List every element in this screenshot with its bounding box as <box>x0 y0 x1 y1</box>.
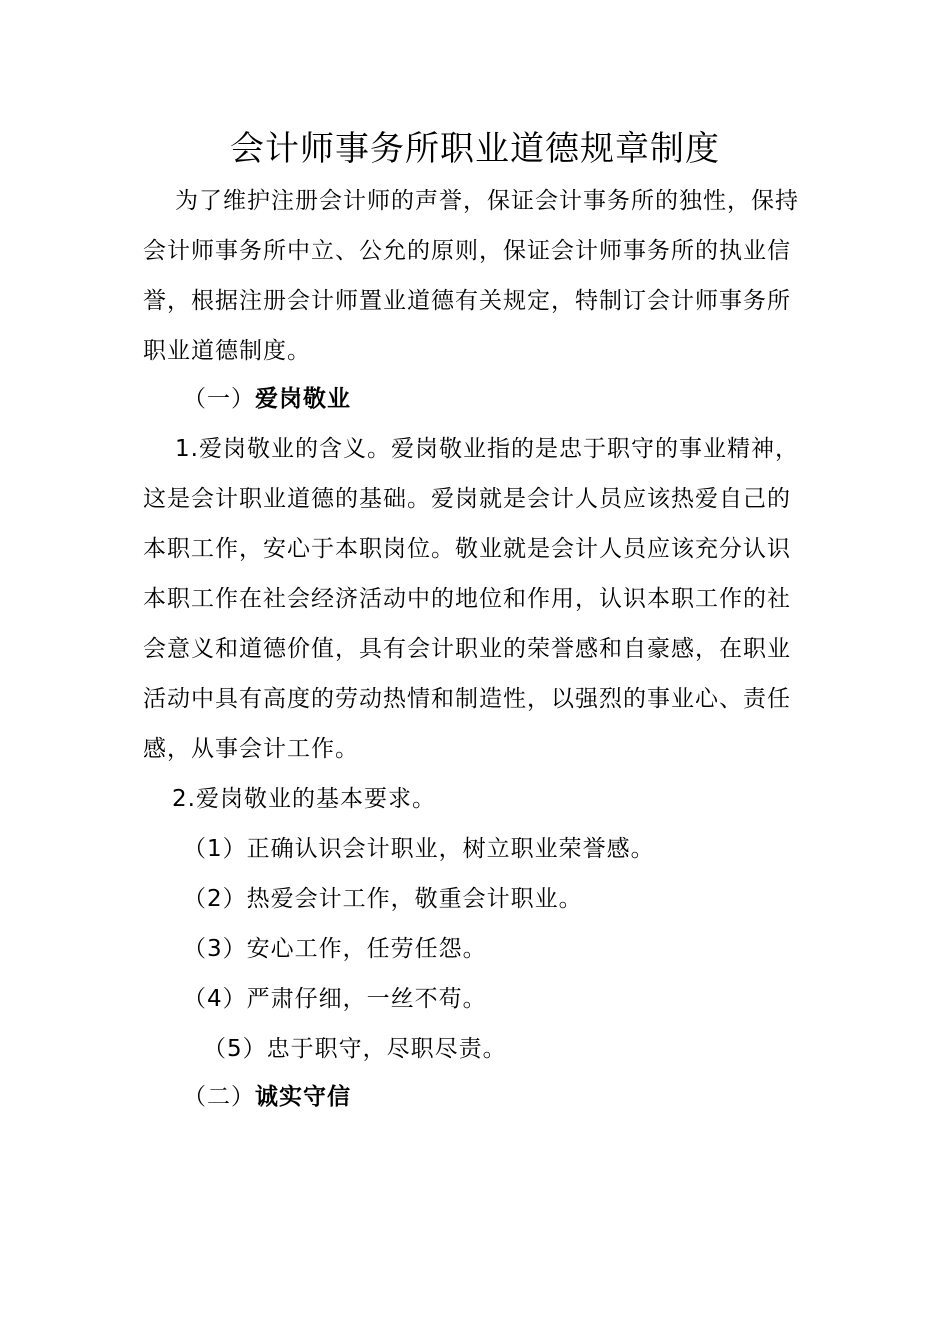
item-1-text: 1.爱岗敬业的含义。爱岗敬业指的是忠于职守的事业精神，这是会计职业道德的基础。爱岗就是会计人员应该热爱自己的本职工作，安心于本职岗位。敬业就是会计人员应该充分认识本职工作在社会经济活动中的地位和作用，认识本职工作的社会意义和道德价值，具有会计职业的荣誉感和自豪感，在职业活动中具有高度的劳动热情和制造性，以强烈的事业心、责任感，从事会计工作。 <box>143 436 799 762</box>
requirement-4: （4）严肃仔细，一丝不苟。 <box>183 986 487 1012</box>
requirement-1: （1）正确认识会计职业，树立职业荣誉感。 <box>183 836 655 862</box>
intro-text: 为了维护注册会计师的声誉，保证会计事务所的独性，保持会计师事务所中立、公允的原则，保证会计师事务所的执业信誉，根据注册会计师置业道德有关规定，特制订会计师事务所职业道德制度。 <box>143 188 799 364</box>
section-heading-2-number: （二） <box>183 1084 255 1110</box>
document-title: 会计师事务所职业道德规章制度 <box>230 129 720 169</box>
section-heading-1 <box>183 374 351 424</box>
requirement-3: （3）安心工作，任劳任怨。 <box>183 936 487 962</box>
item-1-paragraph <box>143 424 803 774</box>
section-heading-1-number: （一） <box>183 386 255 412</box>
requirement-5: （5）忠于职守，尽职尽责。 <box>203 1036 507 1062</box>
item-2-heading: 2.爱岗敬业的基本要求。 <box>172 786 436 812</box>
requirement-2: （2）热爱会计工作，敬重会计职业。 <box>183 886 583 912</box>
intro-paragraph <box>143 176 803 376</box>
section-heading-2 <box>183 1072 351 1122</box>
section-heading-1-text: 爱岗敬业 <box>255 386 351 412</box>
section-heading-2-text: 诚实守信 <box>255 1084 351 1110</box>
